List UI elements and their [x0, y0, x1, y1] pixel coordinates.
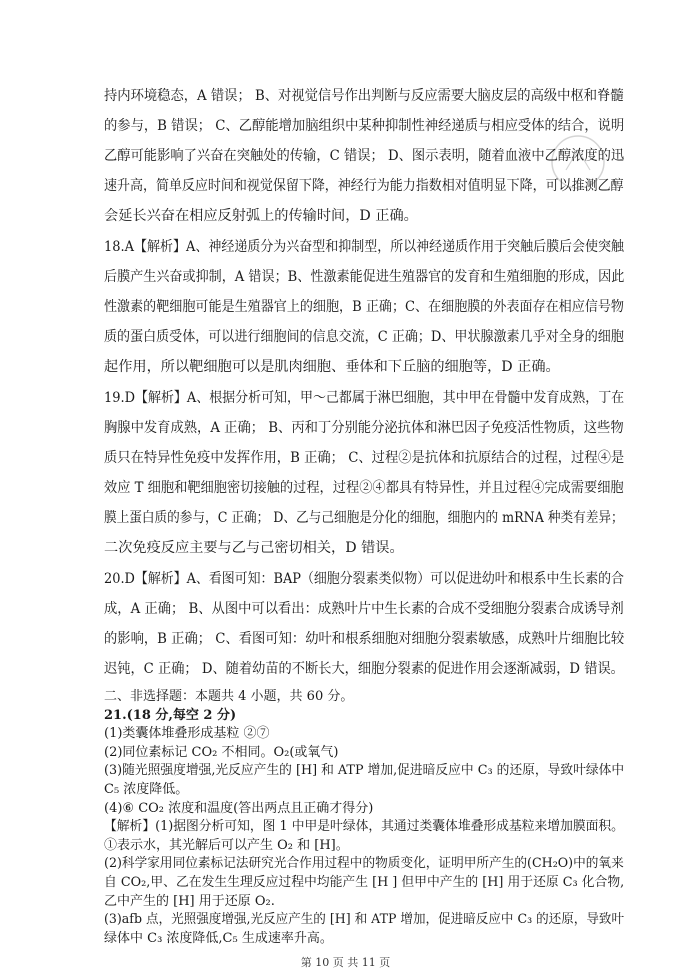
- text-line: 性激素的靶细胞可能是生殖器官上的细胞，B 正确；C、在细胞膜的外表面存在相应信号物: [104, 299, 624, 315]
- text-line: 二次免疫反应主要与乙与己密切相关，D 错误。: [104, 540, 404, 556]
- answer-line: (2)同位素标记 CO₂ 不相同。O₂(或氧气): [104, 744, 339, 760]
- answer-line: (3)随光照强度增强,光反应产生的 [H] 和 ATP 增加,促进暗反应中 C₃ 的还原，导致叶绿体中: [104, 763, 625, 779]
- text-line: 质的蛋白质受体，可以进行细胞间的信息交流，C 正确；D、甲状腺激素几乎对全身的细胞: [104, 329, 624, 345]
- text-line: 膜上蛋白质的参与，C 正确； D、乙与己细胞是分化的细胞，细胞内的 mRNA 种类有差异；: [104, 510, 624, 526]
- explanation-line: 自 CO₂,甲、乙在发生生理反应过程中均能产生 [H ] 但甲中产生的 [H] 用于还原 C₃ 化合物,: [104, 875, 625, 890]
- question-18-heading: 18.A【解析】A、神经递质分为兴奋型和抑制型，所以神经递质作用于突触后膜后会使突触: [104, 239, 625, 255]
- text-line: 迟钝，C 正确； D、随着幼苗的不断长大，细胞分裂素的促进作用会逐渐减弱，D 错误。: [104, 661, 624, 677]
- question-21-heading: 21.(18 分,每空 2 分): [104, 707, 237, 723]
- text-line: 成，A 正确； B、从图中可以看出：成熟叶片中生长素的合成不受细胞分裂素合成诱导剂: [104, 601, 624, 617]
- explanation-line: (2)科学家用同位素标记法研究光合作用过程中的物质变化，证明甲所产生的(CH₂O)中的氧来: [104, 856, 624, 872]
- text-line: 质只在特异性免疫中发挥作用，B 正确； C、过程②是抗体和抗原结合的过程，过程④是: [104, 450, 625, 466]
- text-line: 的影响，B 正确； C、看图可知：幼叶和根系细胞对细胞分裂素敏感，成熟叶片细胞比较: [104, 631, 625, 647]
- answer-line: C₅ 浓度降低。: [104, 782, 189, 797]
- text-line: 的参与，B 错误； C、乙醇能增加脑组织中某种抑制性神经递质与相应受体的结合，说明: [104, 118, 625, 134]
- explanation-line: 绿体中 C₃ 浓度降低,C₅ 生成速率升高。: [104, 930, 333, 946]
- text-line: 速升高，简单反应时间和视觉保留下降，神经行为能力指数相对值明显下降，可以推测乙醇: [104, 178, 624, 194]
- answer-line: (4)⑥ CO₂ 浓度和温度(答出两点且正确才得分): [104, 800, 374, 816]
- text-line: 乙醇可能影响了兴奋在突触处的传输，C 错误； D、图示表明，随着血液中乙醇浓度的迅: [104, 148, 625, 164]
- explanation-line: ①表示水，其光解后可以产生 O₂ 和 [H]。: [104, 837, 349, 853]
- text-line: 效应 T 细胞和靶细胞密切接触的过程，过程②④都具有特异性，并且过程④完成需要细胞: [104, 480, 624, 496]
- text-line: 会延长兴奋在相应反射弧上的传输时间，D 正确。: [104, 208, 418, 224]
- text-line: 起作用，所以靶细胞可以是肌肉细胞、垂体和下丘脑的细胞等，D 正确。: [104, 359, 560, 375]
- page-footer: 第 10 页 共 11 页: [300, 956, 391, 969]
- text-line: 后膜产生兴奋或抑制，A 错误；B、性激素能促进生殖器官的发育和生殖细胞的形成，因此: [104, 269, 625, 285]
- text-line: 胸腺中发育成熟，A 正确； B、丙和丁分别能分泌抗体和淋巴因子免疫活性物质，这些物: [104, 420, 624, 436]
- question-19-heading: 19.D【解析】A、根据分析可知，甲～己都属于淋巴细胞，其中甲在骨髓中发育成熟，丁在: [104, 390, 625, 406]
- explanation-line: 【解析】(1)据图分析可知，图 1 中甲是叶绿体，其通过类囊体堆叠形成基粒来增加膜面积。: [104, 819, 624, 835]
- explanation-line: 乙中产生的 [H] 用于还原 O₂.: [104, 893, 275, 909]
- explanation-line: (3)afb 点，光照强度增强,光反应产生的 [H] 和 ATP 增加，促进暗反应中 C₃ 的还原，导致叶: [104, 912, 625, 928]
- answer-line: (1)类囊体堆叠形成基粒 ②⑦: [104, 726, 270, 742]
- question-20-heading: 20.D【解析】A、看图可知：BAP（细胞分裂素类似物）可以促进幼叶和根系中生长素的合: [104, 571, 624, 587]
- text-line: 持内环境稳态，A 错误； B、对视觉信号作出判断与反应需要大脑皮层的高级中枢和脊髓: [104, 88, 624, 104]
- section-heading: 二、非选择题：本题共 4 小题，共 60 分。: [104, 689, 354, 704]
